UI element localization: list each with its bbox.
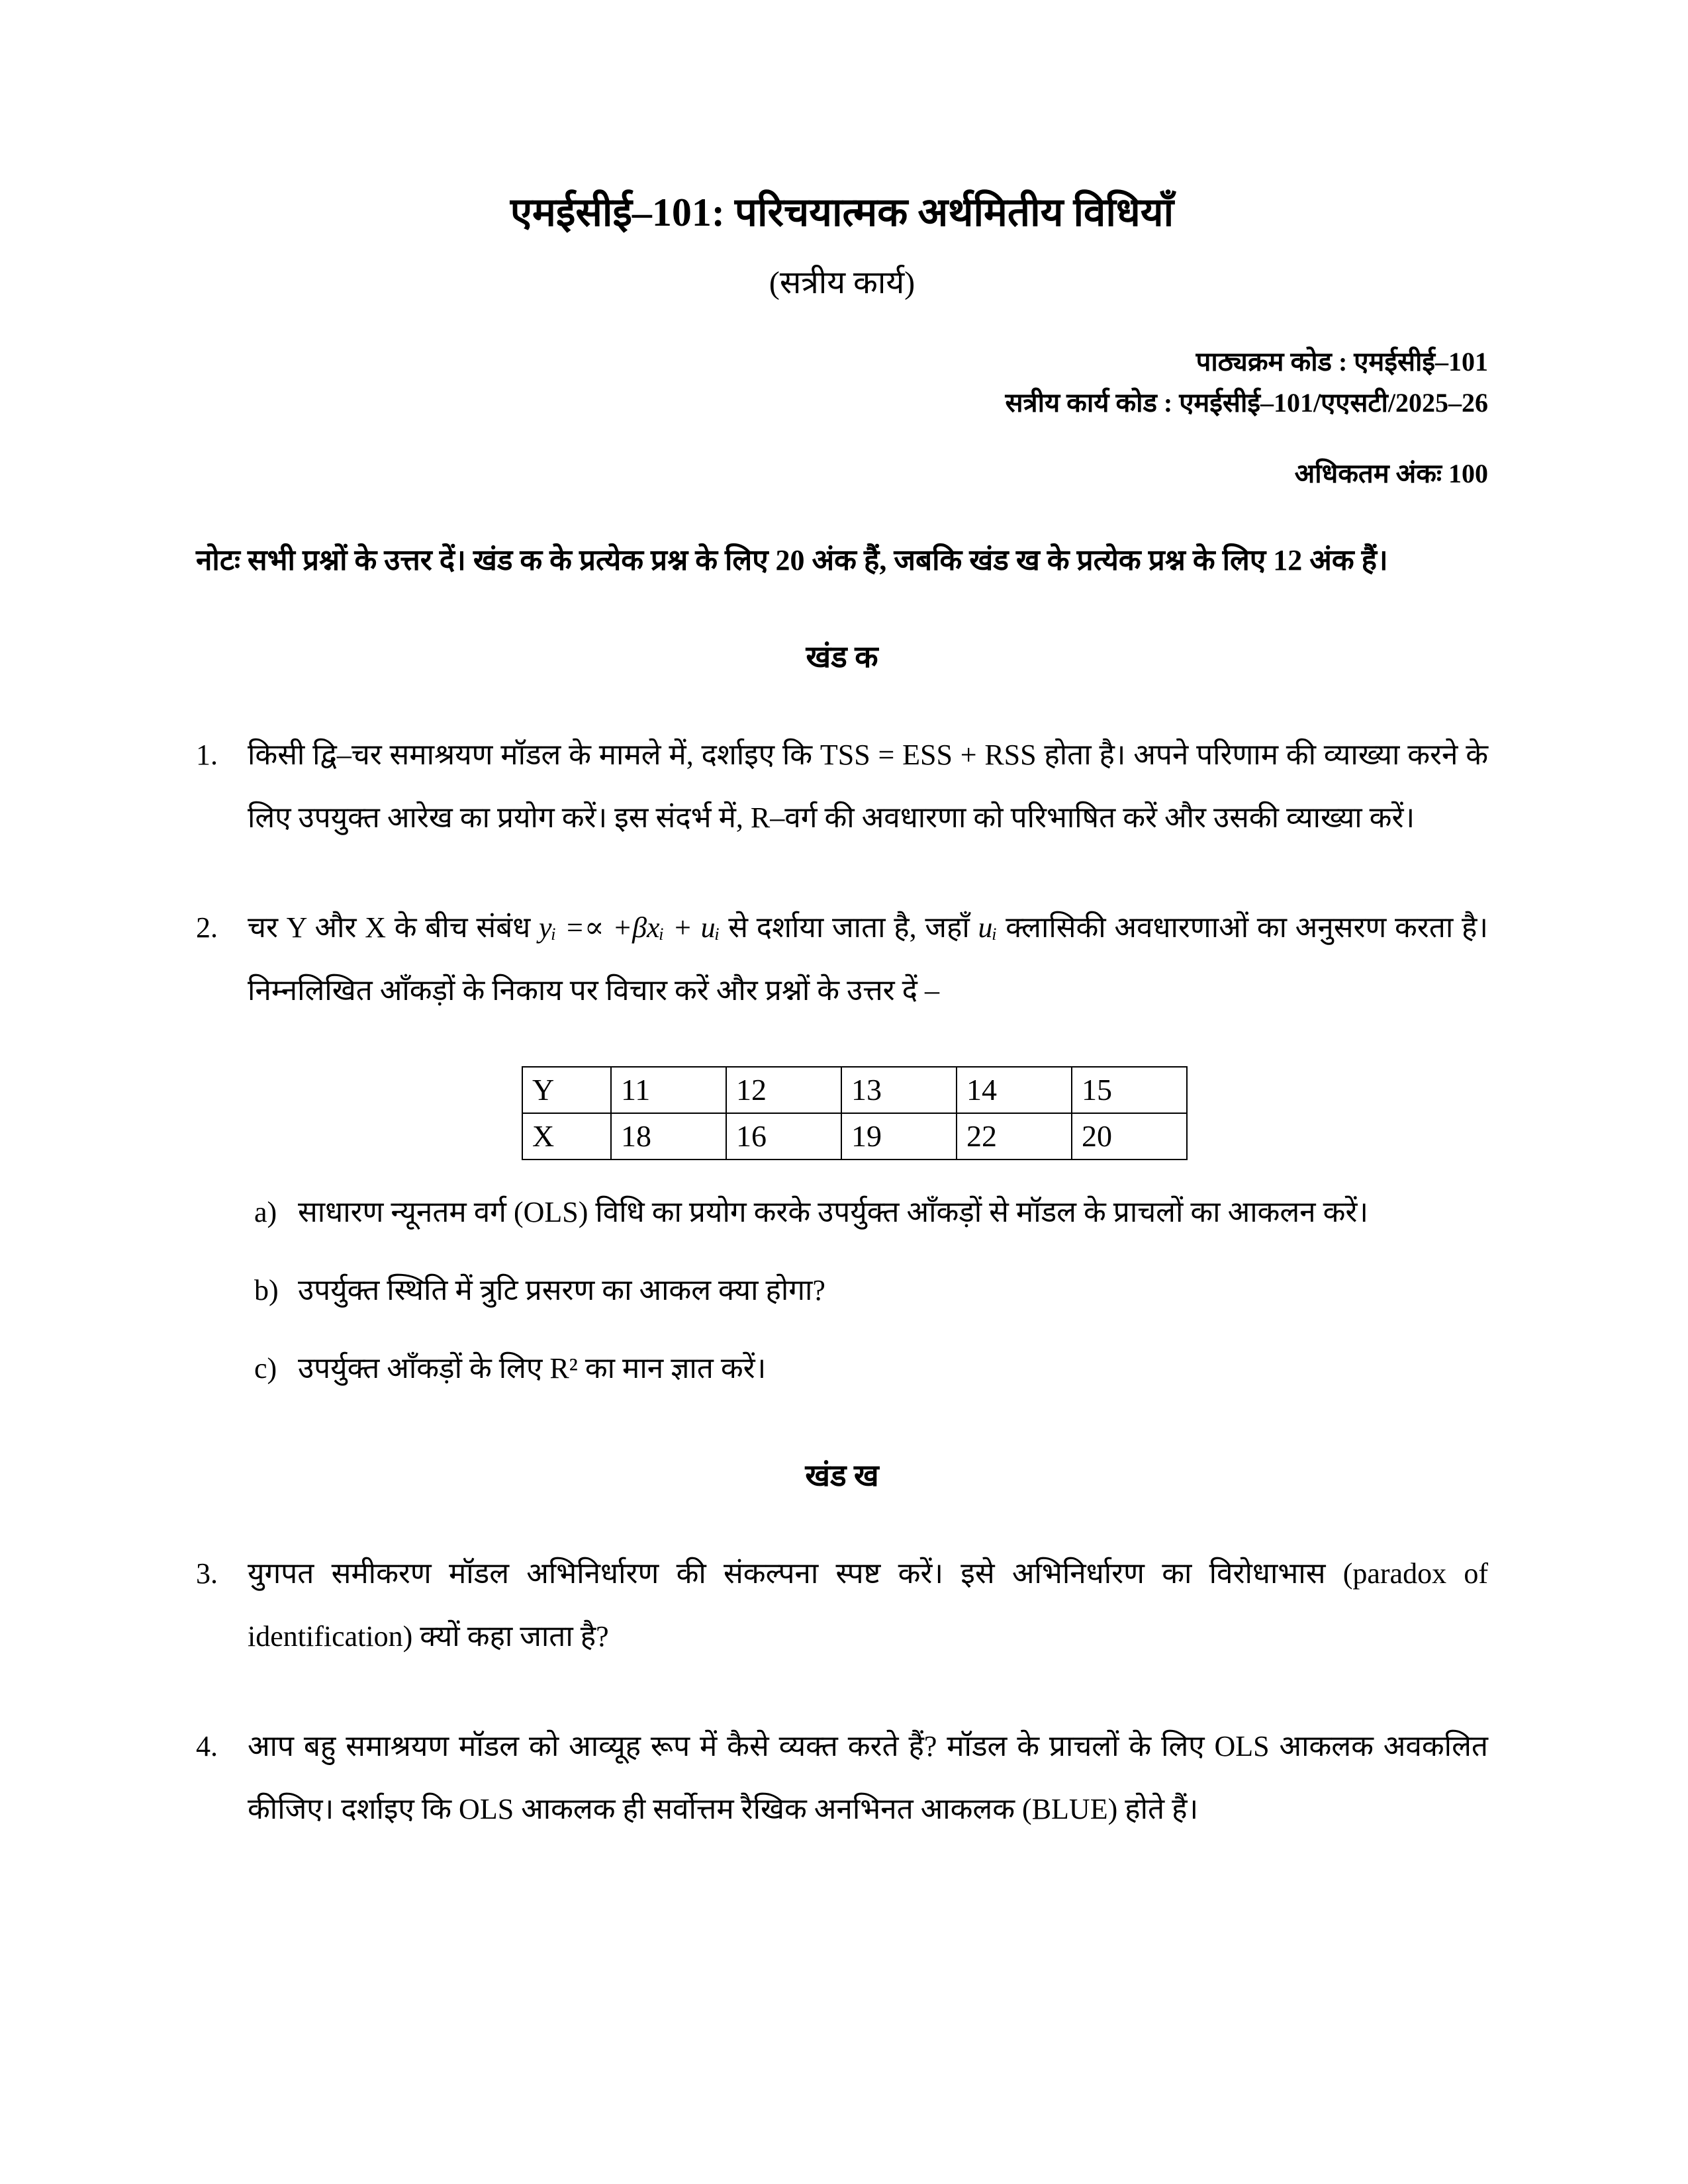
question-4-text: आप बहु समाश्रयण मॉडल को आव्यूह रूप में कैसे व्यक्त करते हैं? मॉडल के प्राचलों के लिए OLS आकलक अवकलित कीजिए। दर्शाइए कि OLS आकलक ही सर्वोत्तम रैखिक अनभिनत आकलक (BLUE) होते हैं।	[248, 1730, 1488, 1825]
question-2-formula-2: uᵢ	[978, 911, 998, 944]
question-2-text-post: क्लासिकी अवधारणाओं का अनुसरण करता है। निम्नलिखित आँकड़ों के निकाय पर विचार करें और प्रश्नों के उत्तर दें –	[248, 911, 1488, 1007]
question-2-text-pre: चर Y और X के बीच संबंध	[248, 911, 539, 944]
subquestion-c-text: उपर्युक्त आँकड़ों के लिए R² का मान ज्ञात करें।	[298, 1351, 767, 1385]
question-2	[196, 897, 1488, 1022]
course-code-line: पाठ्यक्रम कोड : एमईसीई–101	[1196, 347, 1488, 377]
code-block	[196, 341, 1488, 424]
table-cell: 12	[726, 1067, 841, 1113]
table-row-y	[522, 1067, 1187, 1113]
table-cell: 20	[1072, 1113, 1187, 1160]
table-cell: 18	[611, 1113, 726, 1160]
table-cell: 16	[726, 1113, 841, 1160]
section-a-heading: खंड क	[806, 640, 878, 674]
question-2-formula: yᵢ =∝ +βxᵢ + uᵢ	[539, 911, 720, 944]
question-2-text	[248, 897, 1488, 1022]
table-cell: Y	[522, 1067, 611, 1113]
table-cell: 13	[841, 1067, 957, 1113]
document-subtitle: (सत्रीय कार्य)	[769, 265, 915, 300]
subquestion-b	[196, 1261, 1488, 1320]
subquestion-c	[196, 1339, 1488, 1398]
assignment-code-line: सत्रीय कार्य कोड : एमईसीई–101/एएसटी/2025–26	[1005, 388, 1488, 418]
question-1-text: किसी द्वि–चर समाश्रयण मॉडल के मामले में, दर्शाइए कि TSS = ESS + RSS होता है। अपने परिणाम की व्याख्या करने के लिए उपयुक्त आरेख का प्रयोग करें। इस संदर्भ में, R–वर्ग की अवधारणा को परिभाषित करें और उसकी व्याख्या करें।	[248, 739, 1488, 834]
question-3	[196, 1543, 1488, 1668]
subquestion-b-text: उपर्युक्त स्थिति में त्रुटि प्रसरण का आकल क्या होगा?	[298, 1273, 825, 1306]
question-4	[196, 1715, 1488, 1841]
subquestion-a-label: a)	[254, 1195, 277, 1228]
table-cell: X	[522, 1113, 611, 1160]
section-b-heading: खंड ख	[805, 1459, 879, 1493]
data-table	[522, 1066, 1188, 1160]
document-title: एमईसीई–101: परिचयात्मक अर्थमितीय विधियाँ	[510, 191, 1174, 234]
table-row-x	[522, 1113, 1187, 1160]
max-marks-line: अधिकतम अंकः 100	[1294, 459, 1488, 488]
note-text: नोटः सभी प्रश्नों के उत्तर दें। खंड क के प्रत्येक प्रश्न के लिए 20 अंक हैं, जबकि खंड ख के प्रत्येक प्रश्न के लिए 12 अंक हैं।	[196, 544, 1388, 576]
table-cell: 15	[1072, 1067, 1187, 1113]
question-1-number: 1.	[196, 739, 218, 772]
question-2-number: 2.	[196, 911, 218, 944]
table-cell: 11	[611, 1067, 726, 1113]
question-4-number: 4.	[196, 1730, 218, 1763]
question-2-text-mid: से दर्शाया जाता है, जहाँ	[720, 911, 978, 944]
subquestion-a-text: साधारण न्यूनतम वर्ग (OLS) विधि का प्रयोग करके उपर्युक्त आँकड़ों से मॉडल के प्राचलों का आकलन करें।	[298, 1195, 1369, 1228]
table-cell: 22	[957, 1113, 1072, 1160]
subquestion-a	[196, 1183, 1488, 1242]
question-3-number: 3.	[196, 1557, 218, 1590]
data-table-wrapper	[522, 1066, 1488, 1160]
table-cell: 14	[957, 1067, 1072, 1113]
question-1	[196, 724, 1488, 849]
table-cell: 19	[841, 1113, 957, 1160]
question-3-text: युगपत समीकरण मॉडल अभिनिर्धारण की संकल्पना स्पष्ट करें। इसे अभिनिर्धारण का विरोधाभास (paradox of identification) क्यों कहा जाता है?	[248, 1557, 1488, 1653]
subquestion-b-label: b)	[254, 1273, 279, 1306]
subquestion-c-label: c)	[254, 1351, 277, 1385]
